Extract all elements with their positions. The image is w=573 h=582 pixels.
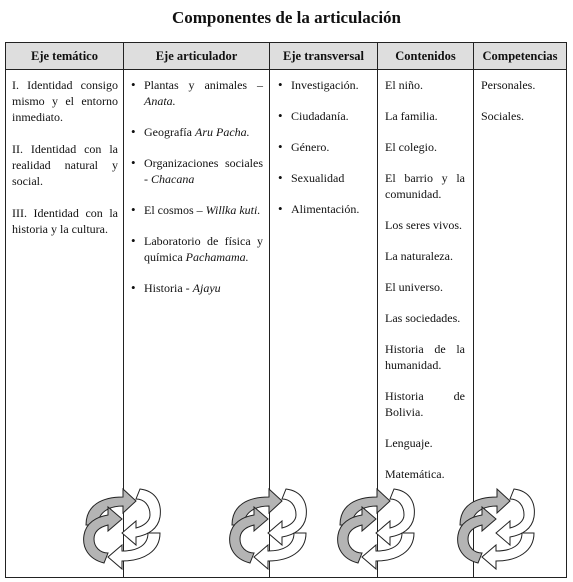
contenido-item: Historia de la humanidad. [385, 342, 465, 372]
contenido-item: El colegio. [385, 140, 437, 154]
header-competencias: Competencias [482, 49, 558, 63]
cycle-arrow-icon [332, 485, 422, 571]
contenido-item: El barrio y la comunidad. [385, 171, 465, 201]
column-competencias [481, 77, 561, 124]
column-eje-tematico [12, 77, 118, 237]
contenido-item: El universo. [385, 280, 443, 294]
eje-transversal-item: • Investigación. [278, 77, 372, 93]
header-eje-transversal: Eje transversal [283, 49, 364, 63]
cycle-arrow-icon [224, 485, 314, 571]
eje-transversal-item: • Ciudadanía. [278, 108, 372, 124]
column-eje-transversal [278, 77, 372, 217]
eje-articulador-item: • Plantas y animales – Anata. [131, 77, 263, 109]
contenido-item: Historia de Bolivia. [385, 389, 465, 419]
eje-tematico-item: III. Identidad con la historia y la cultura. [12, 206, 118, 236]
contenido-item: La familia. [385, 109, 438, 123]
header-contenidos: Contenidos [395, 49, 456, 63]
table-header-row [6, 43, 566, 70]
eje-transversal-item: • Género. [278, 139, 372, 155]
eje-tematico-item: II. Identidad con la realidad natural y social. [12, 142, 118, 188]
eje-articulador-item: • Historia - Ajayu [131, 280, 263, 296]
column-contenidos [385, 77, 465, 482]
header-eje-tematico: Eje temático [31, 49, 98, 63]
eje-tematico-item: I. Identidad consigo mismo y el entorno inmediato. [12, 78, 118, 124]
contenido-item: La naturaleza. [385, 249, 453, 263]
header-eje-articulador: Eje articulador [155, 49, 238, 63]
contenido-item: Las sociedades. [385, 311, 461, 325]
eje-articulador-item: • Organizaciones sociales - Chacana [131, 155, 263, 187]
competencia-item: Personales. [481, 78, 536, 92]
articulation-table [5, 42, 567, 578]
cycle-arrow-icon [78, 485, 168, 571]
eje-transversal-item: • Sexualidad [278, 170, 372, 186]
eje-articulador-item: • Laboratorio de física y química Pachamama. [131, 233, 263, 265]
cycle-arrow-icon [452, 485, 542, 571]
eje-articulador-item: • Geografía Aru Pacha. [131, 124, 263, 140]
eje-articulador-item: • El cosmos – Willka kuti. [131, 202, 263, 218]
competencia-item: Sociales. [481, 109, 524, 123]
contenido-item: El niño. [385, 78, 423, 92]
eje-transversal-item: • Alimentación. [278, 201, 372, 217]
contenido-item: Lenguaje. [385, 436, 433, 450]
contenido-item: Los seres vivos. [385, 218, 462, 232]
page-title: Componentes de la articulación [171, 8, 402, 27]
contenido-item: Matemática. [385, 467, 445, 481]
column-eje-articulador [131, 77, 263, 296]
